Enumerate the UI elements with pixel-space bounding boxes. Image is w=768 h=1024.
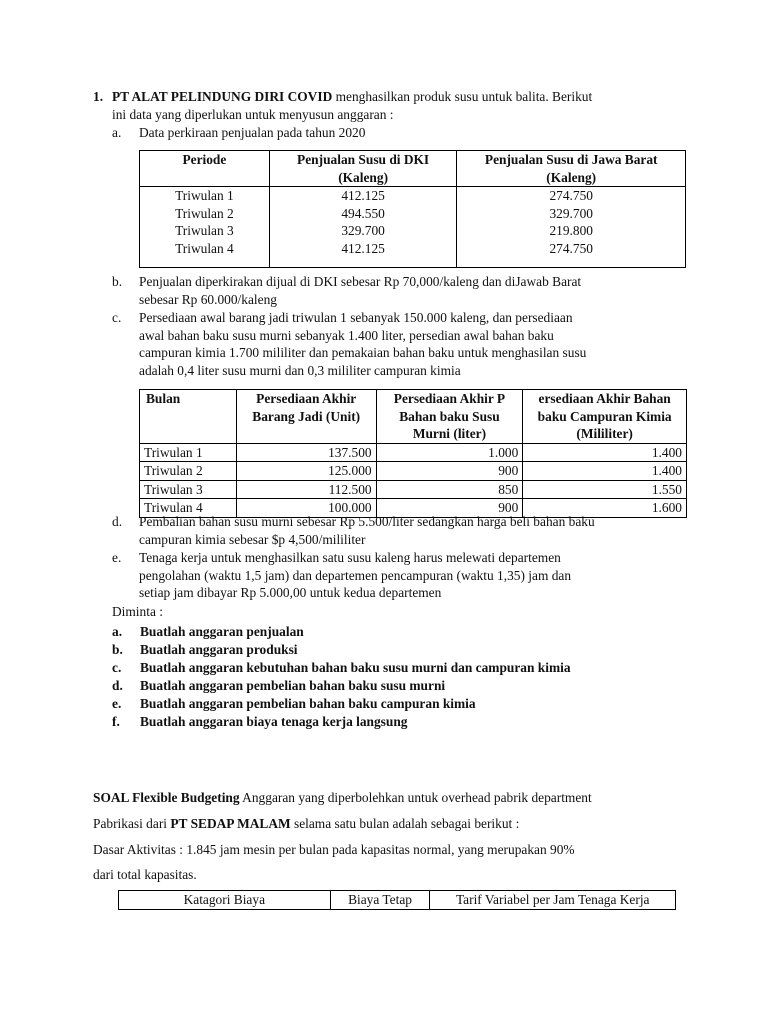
table-body	[140, 443, 687, 517]
table-body	[140, 187, 686, 268]
value-cell: 900	[376, 462, 523, 481]
task-text: Buatlah anggaran penjualan	[140, 624, 304, 639]
value-cell: 100.000	[236, 499, 376, 518]
column-header: Persediaan Akhir P Bahan baku Susu Murni (liter)	[376, 390, 523, 444]
q2-line-4: dari total kapasitas.	[93, 867, 197, 882]
column-header: Bulan	[140, 390, 237, 444]
period-cell: Triwulan 2	[140, 462, 237, 481]
task-text: Buatlah anggaran biaya tenaga kerja langsung	[140, 714, 408, 729]
task-marker: e.	[112, 696, 122, 711]
sales-cell: 412.125 494.550 329.700 412.125	[269, 187, 457, 268]
item-b-marker: b.	[112, 274, 123, 289]
value-cell: 1.400	[523, 443, 687, 462]
item-e-line: Tenaga kerja untuk menghasilkan satu susu kaleng harus melewati departemen	[139, 550, 561, 565]
task-marker: c.	[112, 660, 122, 675]
item-d-line-1: Pembalian bahan susu murni sebesar Rp 5.500/liter sedangkan harga beli bahan baku	[139, 514, 595, 529]
column-header: Penjualan Susu di DKI (Kaleng)	[269, 151, 457, 187]
period-cell: Triwulan 1	[140, 443, 237, 462]
task-marker: f.	[112, 714, 120, 729]
question-intro	[112, 88, 677, 106]
table-header-row	[140, 390, 687, 444]
task-marker: b.	[112, 642, 123, 657]
item-a-text: Data perkiraan penjualan pada tahun 2020	[139, 125, 366, 140]
task-marker: d.	[112, 678, 123, 693]
item-c-marker: c.	[112, 310, 122, 325]
q2-line-2-pre: Pabrikasi dari	[93, 816, 171, 831]
q2-line-2-post: selama satu bulan adalah sebagai berikut :	[290, 816, 520, 831]
value-cell: 125.000	[236, 462, 376, 481]
cost-category-table	[118, 890, 676, 910]
item-e-line: pengolahan (waktu 1,5 jam) dan departemen pencampuran (waktu 1,35) jam dan	[139, 567, 572, 583]
item-c-text	[139, 309, 674, 379]
question-number: 1.	[93, 89, 104, 104]
table-header-row	[140, 151, 686, 187]
value-cell: 1.600	[523, 499, 687, 518]
column-header: ersediaan Akhir Bahan baku Campuran Kimia (Mililiter)	[523, 390, 687, 444]
item-c-line: adalah 0,4 liter susu murni dan 0,3 mililiter campuran kimia	[139, 362, 461, 378]
item-e-line: setiap jam dibayar Rp 5.000,00 untuk kedua departemen	[139, 585, 442, 600]
q2-company: PT SEDAP MALAM	[170, 816, 291, 831]
column-header: Persediaan Akhir Barang Jadi (Unit)	[236, 390, 376, 444]
value-cell: 112.500	[236, 480, 376, 499]
item-d-line-2: campuran kimia sebesar $p 4,500/mililiter	[139, 532, 366, 547]
item-e-text	[139, 549, 674, 602]
table-row-group	[140, 187, 686, 268]
diminta-label: Diminta :	[112, 604, 163, 619]
value-cell: 850	[376, 480, 523, 499]
value-cell: 137.500	[236, 443, 376, 462]
item-b-line-2: sebesar Rp 60.000/kaleng	[139, 292, 277, 307]
q2-line-1-text: Anggaran yang diperbolehkan untuk overhead pabrik department	[239, 790, 592, 805]
q2-title: SOAL Flexible Budgeting	[93, 790, 240, 805]
column-header: Penjualan Susu di Jawa Barat (Kaleng)	[457, 151, 686, 187]
period-cell: Triwulan 4	[140, 499, 237, 518]
table-row	[140, 443, 687, 462]
intro-line-2: ini data yang diperlukan untuk menyusun anggaran :	[112, 107, 394, 122]
task-text: Buatlah anggaran kebutuhan bahan baku susu murni dan campuran kimia	[140, 660, 571, 675]
q2-line-2	[93, 815, 519, 833]
table-header-row	[119, 891, 676, 910]
value-cell: 1.550	[523, 480, 687, 499]
period-cell: Triwulan 1 Triwulan 2 Triwulan 3 Triwulan 4	[140, 187, 270, 268]
column-header: Tarif Variabel per Jam Tenaga Kerja	[430, 891, 676, 910]
item-a-marker: a.	[112, 125, 122, 140]
value-cell: 1.000	[376, 443, 523, 462]
task-text: Buatlah anggaran pembelian bahan baku campuran kimia	[140, 696, 476, 711]
item-e-marker: e.	[112, 550, 122, 565]
task-text: Buatlah anggaran produksi	[140, 642, 298, 657]
column-header: Katagori Biaya	[119, 891, 331, 910]
value-cell: 900	[376, 499, 523, 518]
task-text: Buatlah anggaran pembelian bahan baku susu murni	[140, 678, 446, 693]
q2-line-1	[93, 789, 592, 807]
inventory-table	[139, 389, 687, 518]
item-c-line: Persediaan awal barang jadi triwulan 1 sebanyak 150.000 kaleng, dan persediaan	[139, 310, 573, 325]
value-cell: 1.400	[523, 462, 687, 481]
item-b-line-1: Penjualan diperkirakan dijual di DKI sebesar Rp 70,000/kaleng dan diJawab Barat	[139, 274, 582, 289]
intro-text: menghasilkan produk susu untuk balita. Berikut	[332, 89, 593, 104]
item-c-line: campuran kimia 1.700 mililiter dan pemakaian bahan baku untuk menghasilan susu	[139, 345, 587, 360]
sales-cell: 274.750 329.700 219.800 274.750	[457, 187, 686, 268]
task-marker: a.	[112, 624, 123, 639]
item-d-marker: d.	[112, 514, 123, 529]
column-header: Periode	[140, 151, 270, 187]
table-row	[140, 462, 687, 481]
table-row	[140, 480, 687, 499]
item-c-line: awal bahan baku susu murni sebanyak 1.400 liter, persedian awal bahan baku	[139, 327, 554, 343]
q2-line-3: Dasar Aktivitas : 1.845 jam mesin per bulan pada kapasitas normal, yang merupakan 90%	[93, 842, 575, 857]
column-header: Biaya Tetap	[330, 891, 430, 910]
sales-forecast-table	[139, 150, 686, 268]
company-name: PT ALAT PELINDUNG DIRI COVID	[112, 89, 333, 104]
period-cell: Triwulan 3	[140, 480, 237, 499]
